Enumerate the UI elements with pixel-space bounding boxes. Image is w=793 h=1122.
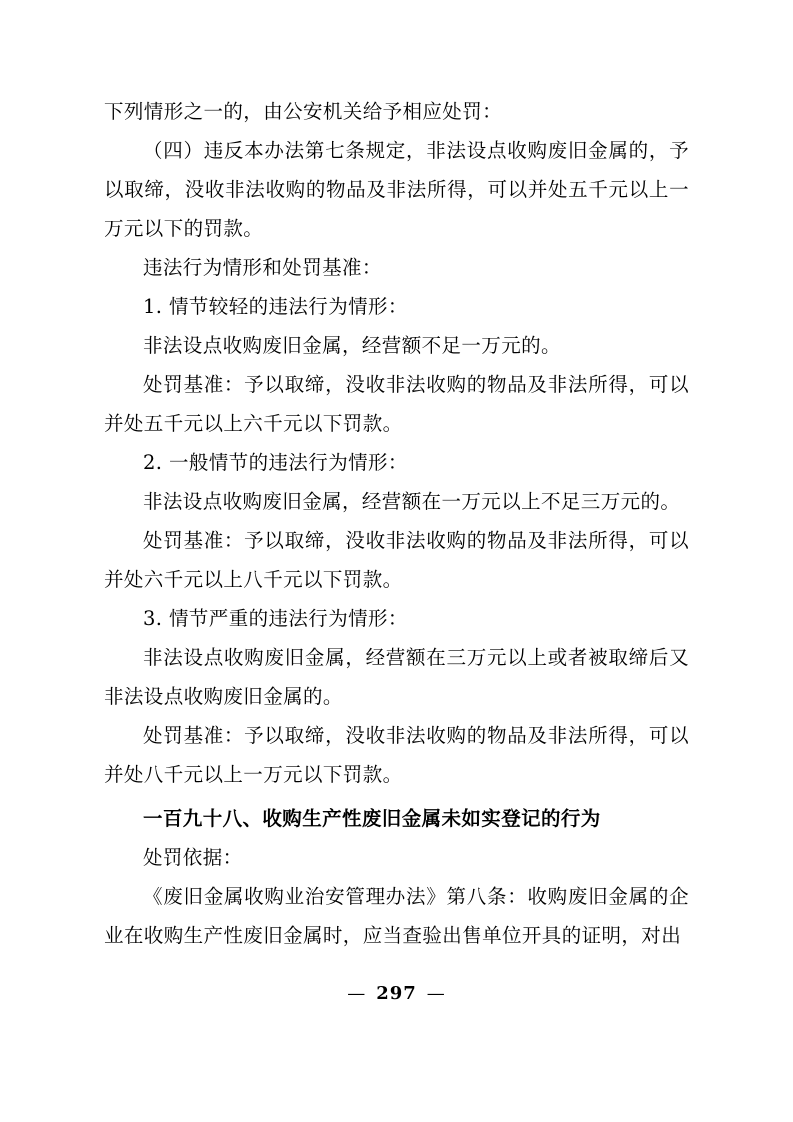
page-footer bbox=[0, 983, 793, 1004]
page-number: 297 bbox=[376, 983, 417, 1004]
paragraph: 1. 情节较轻的违法行为情形： bbox=[143, 295, 408, 318]
paragraph: 《废旧金属收购业治安管理办法》第八条：收购废旧金属的企业在收购生产性废旧金属时，应当查验出售单位开具的证明，对出 bbox=[104, 885, 689, 947]
paragraph: 违法行为情形和处罚基准： bbox=[143, 256, 382, 279]
paragraph: （四）违反本办法第七条规定，非法设点收购废旧金属的，予以取缔，没收非法收购的物品及非法所得，可以并处五千元以上一万元以下的罚款。 bbox=[104, 139, 689, 240]
paragraph: 非法设点收购废旧金属，经营额在一万元以上不足三万元的。 bbox=[143, 490, 681, 513]
paragraph: 非法设点收购废旧金属，经营额不足一万元的。 bbox=[143, 334, 561, 357]
paragraph: 3. 情节严重的违法行为情形： bbox=[143, 607, 408, 630]
paragraph: 2. 一般情节的违法行为情形： bbox=[143, 451, 408, 474]
paragraph: 处罚依据： bbox=[143, 846, 243, 869]
footer-dash-left: — bbox=[347, 983, 367, 1004]
paragraph: 处罚基准：予以取缔，没收非法收购的物品及非法所得，可以并处五千元以上六千元以下罚款。 bbox=[104, 373, 689, 435]
paragraph: 下列情形之一的，由公安机关给予相应处罚： bbox=[104, 100, 503, 123]
page-content bbox=[104, 92, 689, 955]
paragraph: 处罚基准：予以取缔，没收非法收购的物品及非法所得，可以并处六千元以上八千元以下罚款。 bbox=[104, 529, 689, 591]
section-heading: 一百九十八、收购生产性废旧金属未如实登记的行为 bbox=[143, 807, 601, 830]
footer-dash-right: — bbox=[426, 983, 446, 1004]
paragraph: 处罚基准：予以取缔，没收非法收购的物品及非法所得，可以并处八千元以上一万元以下罚款。 bbox=[104, 724, 689, 786]
paragraph: 非法设点收购废旧金属，经营额在三万元以上或者被取缔后又非法设点收购废旧金属的。 bbox=[104, 646, 689, 708]
